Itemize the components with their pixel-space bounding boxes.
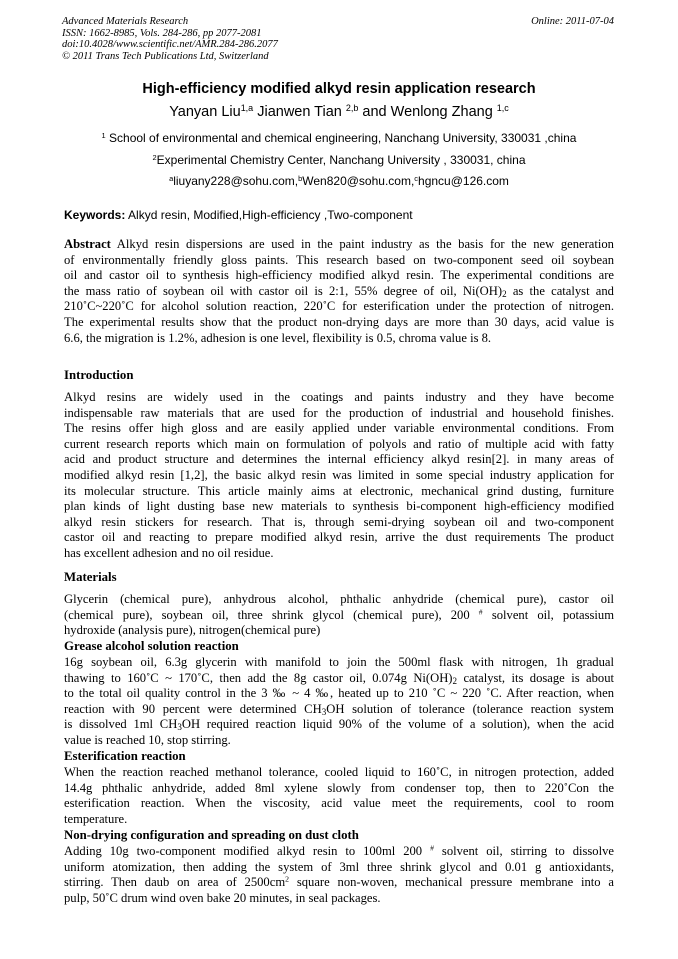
author-name: Wenlong Zhang (390, 104, 493, 120)
keywords: Keywords: Alkyd resin, Modified,High-efficiency ,Two-component (64, 208, 413, 222)
author-sup: 2,b (345, 103, 359, 114)
email-link[interactable]: Wen820@sohu.com, (302, 174, 415, 188)
keywords-label: Keywords: (64, 208, 126, 222)
affiliation-2: $^2$Experimental Chemistry Center, Nanchang University , 330031, china (152, 152, 526, 167)
author-sup: 1,c (496, 103, 509, 114)
abstract-label: Abstract (64, 237, 111, 251)
email-link[interactable]: hgncu@126.com (418, 174, 509, 188)
copyright: © 2011 Trans Tech Publications Ltd, Switzerland (62, 50, 269, 62)
author-name: Jianwen Tian (257, 104, 342, 120)
esterification-text: When the reaction reached methanol tolerance, cooled liquid to 160˚C, in nitrogen protection, added 14.4g phthalic anhydride, added 8ml xylene slowly from condenser top, then to 220˚Con the esterification reaction. When the viscosity, acid value meet the requirements, cool to room temperature. (64, 765, 614, 826)
email-link[interactable]: liuyany228@sohu.com, (173, 174, 299, 188)
section-heading-nondrying: Non-drying configuration and spreading on dust cloth (64, 828, 359, 842)
abstract: Abstract Alkyd resin dispersions are used in the paint industry as the basis for the new generation of environmentally friendly gloss paints. This research based on two-component seed oil soybean oil and castor oil to synthesis high-efficiency modified alkyd resin. The experimental conditions are the mass ratio of soybean oil with castor oil is 2:1, 55% degree of oil, $Ni(OH)_2$ as the catalyst and 210˚C~220˚C for alcohol solution reaction, 220˚C for esterification under the protection of nitrogen. The experimental results show that the product non-drying days are more than 30 days, acid value is 6.6, the migration is 1.2%, adhesion is one level, flexibility is 0.5, chroma value is 8. (64, 237, 614, 345)
author-and: and (362, 104, 387, 120)
online-date: Online: 2011-07-04 (531, 16, 614, 27)
issn: ISSN: 1662-8985, Vols. 284-286, pp 2077-2081 (62, 27, 262, 39)
introduction-text: Alkyd resins are widely used in the coatings and paints industry and they have become indispensable raw materials that are used for the production of industrial and household finishes. The resins offer high gloss and are easily applied under variable environmental conditions. From current research reports which main on formulation of polyols and ratio of multiple acid with fatty acid and product structure and determines the internal efficiency alkyd resin[2]. in many areas of modified alkyd resin [1,2], the basic alkyd resin was limited in some special industry application for its molecular structure. This article mainly aims at electronic, mechanical grind dusting, furniture plan kinds of light dusting base new materials to synthesis bi-component high-efficiency modified alkyd resin stickers for research. That is, through semi-drying soybean oil and two-component castor oil and reacting to prepare modified alkyd resin, arrive the dust requirements The product has excellent adhesion and no oil residue. (64, 390, 614, 560)
doi: doi:10.4028/www.scientific.net/AMR.284-286.2077 (62, 39, 278, 51)
section-heading-materials: Materials (64, 570, 117, 584)
grease-text: 16g soybean oil, 6.3g glycerin with manifold to join the 500ml flask with nitrogen, 1h gradual thawing to 160˚C ~ 170˚C, then add the 8g castor oil, 0.074g $Ni(OH)_2$ catalyst, its dosage is about to the total oil quality control in the 3 ‰ ~ 4 ‰, heated up to 210 ˚C ~ 220 ˚C. After reaction, when reaction with 90 percent were determined $CH_3OH$ solution of tolerance (tolerance reaction system is dissolved 1ml $CH_3OH$ required reaction liquid 90% of the volume of a solution), when the acid value is reached 10, stop stirring. (64, 655, 615, 747)
materials-text: Glycerin (chemical pure), anhydrous alcohol, phthalic anhydride (chemical pure), castor oil (chemical pure), soybean oil, three shrink glycol (chemical pure), 200 # solvent oil, potassium hydroxide (analysis pure), nitrogen(chemical pure) (64, 592, 615, 638)
section-heading-grease: Grease alcohol solution reaction (64, 639, 239, 653)
section-heading-introduction: Introduction (64, 368, 134, 382)
nondrying-text: Adding 10g two-component modified alkyd resin to 100ml 200 # solvent oil, stirring to dissolve uniform atomization, then adding the system of 3ml three shrink glycol and 0.01 g antioxidants, stirring. Then daub on area of $2500cm^2$ square non-woven, mechanical pressure membrane into a pulp, 50˚C drum wind oven bake 20 minutes, in seal packages. (64, 843, 614, 905)
author-sup: 1,a (240, 103, 254, 114)
author-list (0, 104, 678, 120)
section-heading-esterification: Esterification reaction (64, 749, 186, 763)
journal-name: Advanced Materials Research (62, 16, 189, 27)
author-emails: $^a$liuyany228@sohu.com,$^b$Wen820@sohu.com,$^c$hgncu@126.com (169, 173, 509, 188)
paper-title: High-efficiency modified alkyd resin application research (142, 81, 536, 97)
affiliation-1: $^1$ School of environmental and chemical engineering, Nanchang University, 330031 ,china (101, 130, 577, 145)
journal-header (62, 16, 278, 62)
author-name: Yanyan Liu (169, 104, 241, 120)
